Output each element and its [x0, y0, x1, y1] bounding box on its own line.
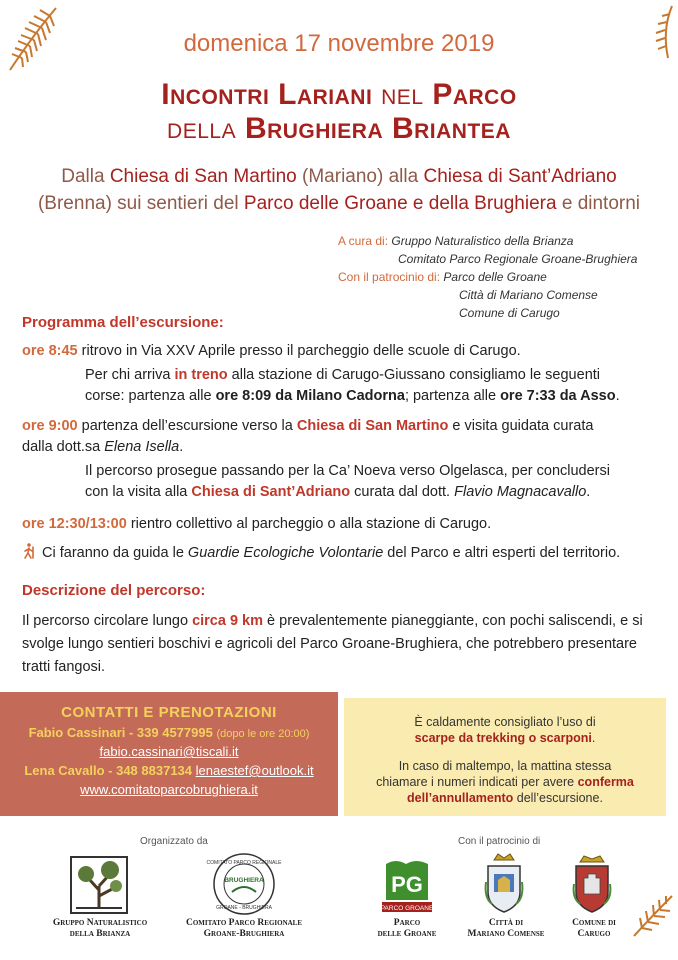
notice-box: È caldamente consigliato l’uso di scarpe da trekking o scarponi. In caso di maltempo, la mattina stessa chiamare i numeri indicati per avere conferma dell’annullamento dell’escursione. — [344, 698, 666, 816]
program-route-info: Il percorso prosegue passando per la Ca’ Noeva verso Olgelasca, per concludersi con la visita alla Chiesa di Sant’Adriano curata dal dott. Flavio Magnacavallo. — [85, 463, 610, 500]
pat2-caption: Città di Mariano Comense — [467, 918, 545, 939]
parco-groane-logo-icon — [378, 856, 436, 914]
carugo-crest-icon — [572, 854, 612, 914]
title-line-1: Incontri Lariani nel Parco — [161, 78, 517, 111]
parco-groane-logo-band: PARCO GROANE — [380, 905, 434, 912]
org1-caption: Gruppo Naturalistico della Brianza — [52, 918, 148, 939]
comitato-logo-ring-bottom: GROANE - BRUGHIERA — [216, 905, 272, 911]
fern-leaf-decoration-icon — [630, 892, 674, 940]
comitato-logo-center-word: BRUGHIERA — [224, 877, 264, 884]
program-train-info: Per chi arriva in treno alla stazione di Carugo-Giussano consigliamo le seguenti corse: partenza alle ore 8:09 da Milano Cadorna; partenza alle ore 7:33 da Asso. — [85, 367, 620, 404]
program-item-1230: ore 12:30/13:00 rientro collettivo al parcheggio o alla stazione di Carugo. — [22, 516, 492, 532]
credits: A cura di: Gruppo Naturalistico della Brianza Comitato Parco Regionale Groane-Brughiera Con il patrocinio di: Parco delle Groane Città di Mariano Comense Comune di Carugo — [338, 234, 638, 320]
title-line-2: della Brughiera Briantea — [167, 112, 511, 145]
description-text: Il percorso circolare lungo circa 9 km è prevalentemente pianeggiante, con pochi saliscendi, e si svolge lungo sentieri boschivi e agricoli del Parco Groane-Brughiera, che potrebbero presentare tratti fangosi. — [22, 613, 643, 675]
comitato-parco-logo-icon — [206, 852, 282, 916]
contacts-box: CONTATTI E PRENOTAZIONI Fabio Cassinari - 339 4577995 (dopo le ore 20:00) fabio.cassinari@tiscali.it Lena Cavallo - 348 8837134 lenaestef@outlook.it www.comitatoparcobrughiera.it — [0, 692, 338, 816]
website-link[interactable]: www.comitatoparcobrughiera.it — [80, 782, 258, 797]
subtitle-line-2: (Brenna) sui sentieri del Parco delle Groane e della Brughiera e dintorni — [37, 193, 641, 214]
org2-caption: Comitato Parco Regionale Groane-Brughiera — [185, 918, 303, 939]
email-link-fabio[interactable]: fabio.cassinari@tiscali.it — [99, 744, 239, 759]
program-item-900: ore 9:00 partenza dell’escursione verso la Chiesa di San Martino e visita guidata curata dalla dott.sa Elena Isella. — [22, 418, 594, 455]
program-heading: Programma dell’escursione: — [22, 314, 224, 331]
contacts-heading: CONTATTI E PRENOTAZIONI — [61, 704, 277, 721]
organized-by-label: Organizzato da — [140, 836, 208, 847]
gruppo-naturalistico-logo-icon — [70, 856, 128, 914]
patronage-label: Con il patrocinio di — [458, 836, 541, 847]
email-link-lena[interactable]: lenaestef@outlook.it — [195, 763, 314, 778]
hiker-icon — [22, 543, 36, 559]
parco-groane-logo-letters: PG — [391, 872, 423, 897]
pat3-caption: Comune di Carugo — [572, 918, 616, 939]
subtitle-line-1: Dalla Chiesa di San Martino (Mariano) alla Chiesa di Sant’Adriano — [61, 166, 617, 187]
program-item-845: ore 8:45 ritrovo in Via XXV Aprile presso il parcheggio delle scuole di Carugo. — [22, 343, 521, 359]
description-heading: Descrizione del percorso: — [22, 582, 206, 599]
pat1-caption: Parco delle Groane — [377, 918, 437, 939]
event-date: domenica 17 novembre 2019 — [183, 30, 495, 57]
comitato-logo-ring-top: COMITATO PARCO REGIONALE — [206, 860, 282, 866]
mariano-comense-crest-icon — [484, 852, 524, 914]
program-guides: Ci faranno da guida le Guardie Ecologiche Volontarie del Parco e altri esperti del territorio. — [22, 543, 662, 564]
